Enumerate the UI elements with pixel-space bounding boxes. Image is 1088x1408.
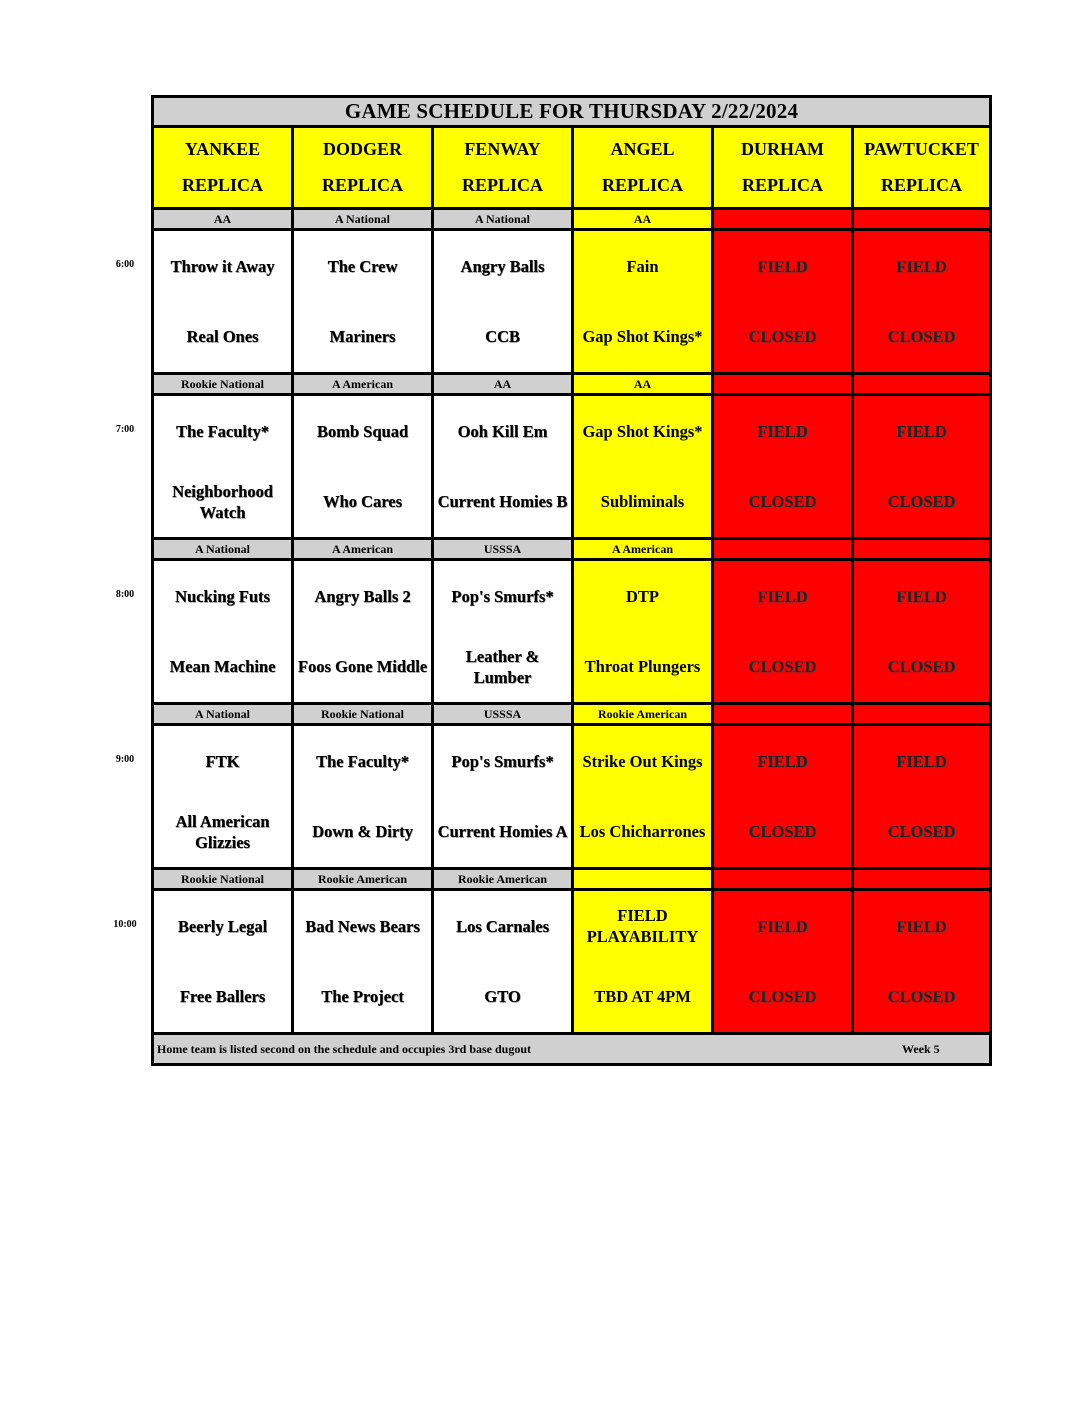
division-label — [854, 375, 989, 393]
away-team: The Faculty* — [175, 421, 270, 441]
division-label: AA — [574, 210, 714, 228]
division-label — [714, 375, 854, 393]
header-divider — [154, 207, 989, 210]
away-team: FIELD — [757, 916, 808, 936]
home-team: The Project — [321, 987, 404, 1007]
away-team: FIELD — [896, 751, 947, 771]
game-cell — [294, 231, 434, 372]
home-team: CLOSED — [887, 492, 956, 512]
away-team: FIELD — [896, 586, 947, 606]
game-cell — [434, 726, 574, 867]
home-team: Current Homies A — [437, 822, 568, 842]
division-label: A National — [434, 210, 574, 228]
away-team: Angry Balls 2 — [314, 586, 411, 606]
home-team: Leather & Lumber — [465, 646, 540, 687]
field-header-fenway — [434, 128, 574, 207]
away-team: The Faculty* — [315, 751, 410, 771]
away-team: FIELD — [896, 256, 947, 276]
field-header-dodger — [294, 128, 434, 207]
game-cell — [854, 726, 989, 867]
game-cell — [854, 891, 989, 1032]
game-cell — [714, 396, 854, 537]
division-label — [714, 540, 854, 558]
field-subtitle: REPLICA — [461, 174, 543, 195]
away-team: FIELD PLAYABILITY — [586, 906, 699, 947]
game-cell — [154, 891, 294, 1032]
game-cell — [154, 726, 294, 867]
field-subtitle: REPLICA — [321, 174, 403, 195]
division-label: Rookie American — [434, 870, 574, 888]
away-team: Ooh Kill Em — [457, 421, 548, 441]
field-subtitle: REPLICA — [601, 174, 683, 195]
home-team: Throat Plungers — [584, 657, 701, 677]
away-team: Strike Out Kings — [582, 751, 703, 771]
game-cell — [434, 231, 574, 372]
game-cell — [154, 561, 294, 702]
away-team: FIELD — [757, 421, 808, 441]
field-header-angel — [574, 128, 714, 207]
home-team: CLOSED — [748, 987, 817, 1007]
home-team: Neighborhood Watch — [172, 481, 273, 522]
division-label: Rookie National — [154, 375, 294, 393]
game-cell — [434, 561, 574, 702]
field-name: ANGEL — [610, 139, 675, 160]
division-label: Rookie National — [294, 705, 434, 723]
division-label: AA — [434, 375, 574, 393]
home-team: All American Glizzies — [175, 811, 270, 852]
field-name: PAWTUCKET — [864, 139, 979, 160]
slot-time: 10:00 — [113, 919, 137, 930]
schedule-table — [151, 95, 992, 1066]
game-cell — [574, 726, 714, 867]
away-team: FIELD — [757, 586, 808, 606]
home-team: CCB — [485, 327, 520, 347]
division-label: A National — [154, 540, 294, 558]
home-team: GTO — [484, 987, 521, 1007]
away-team: Gap Shot Kings* — [582, 421, 703, 441]
field-name: DURHAM — [741, 139, 824, 160]
division-label: Rookie American — [574, 705, 714, 723]
away-team: Pop's Smurfs* — [451, 751, 554, 771]
game-cell — [294, 891, 434, 1032]
field-name: YANKEE — [184, 139, 261, 160]
home-team: Mariners — [329, 327, 396, 347]
game-cell — [294, 561, 434, 702]
home-team: TBD AT 4PM — [594, 987, 691, 1007]
away-team: Nucking Futs — [175, 586, 270, 606]
game-cell — [714, 726, 854, 867]
away-team: FIELD — [896, 916, 947, 936]
division-label: A American — [574, 540, 714, 558]
away-team: Throw it Away — [170, 256, 275, 276]
home-team: CLOSED — [748, 327, 817, 347]
away-team: Los Carnales — [455, 916, 550, 936]
division-label: Rookie National — [154, 870, 294, 888]
home-team: Los Chicharrones — [579, 822, 706, 842]
division-label — [854, 870, 989, 888]
slot-time: 7:00 — [115, 424, 135, 435]
away-team: FIELD — [757, 751, 808, 771]
division-label: A National — [154, 705, 294, 723]
game-cell — [294, 396, 434, 537]
home-team: CLOSED — [748, 657, 817, 677]
home-team-note: Home team is listed second on the schedule and occupies 3rd base dugout — [157, 1041, 532, 1056]
field-header-durham — [714, 128, 854, 207]
division-label — [714, 705, 854, 723]
field-header-row — [154, 128, 989, 210]
game-cell — [574, 231, 714, 372]
field-header-pawtucket — [854, 128, 989, 207]
game-cell — [294, 726, 434, 867]
away-team: Bad News Bears — [305, 916, 420, 936]
division-label: A American — [294, 540, 434, 558]
field-name: FENWAY — [464, 139, 541, 160]
home-team: CLOSED — [887, 987, 956, 1007]
division-label: Rookie American — [294, 870, 434, 888]
division-label — [854, 540, 989, 558]
away-team: The Crew — [327, 256, 398, 276]
away-team: Bomb Squad — [316, 421, 409, 441]
away-team: Fain — [626, 256, 659, 276]
division-label: AA — [574, 375, 714, 393]
game-cell — [574, 396, 714, 537]
game-cell — [714, 561, 854, 702]
home-team: Gap Shot Kings* — [582, 327, 703, 347]
game-cell — [574, 561, 714, 702]
home-team: Who Cares — [323, 492, 402, 512]
game-cell — [854, 396, 989, 537]
division-label: USSSA — [434, 705, 574, 723]
division-label — [714, 870, 854, 888]
home-team: Current Homies B — [437, 492, 568, 512]
division-label: A American — [294, 375, 434, 393]
game-cell — [574, 891, 714, 1032]
home-team: CLOSED — [887, 657, 956, 677]
away-team: Pop's Smurfs* — [451, 586, 554, 606]
home-team: CLOSED — [748, 822, 817, 842]
game-cell — [154, 396, 294, 537]
away-team: Angry Balls — [460, 256, 545, 276]
schedule-footer — [154, 1035, 989, 1063]
home-team: Mean Machine — [169, 657, 276, 677]
away-team: DTP — [626, 586, 659, 606]
division-label — [574, 870, 714, 888]
division-label — [714, 210, 854, 228]
home-team: CLOSED — [748, 492, 817, 512]
away-team: Beerly Legal — [177, 916, 268, 936]
home-team: Real Ones — [186, 327, 259, 347]
division-label — [854, 705, 989, 723]
week-label: Week 5 — [902, 1041, 940, 1056]
schedule-title: GAME SCHEDULE FOR THURSDAY 2/22/2024 — [154, 98, 989, 128]
division-label — [854, 210, 989, 228]
away-team: FIELD — [757, 256, 808, 276]
field-subtitle: REPLICA — [741, 174, 823, 195]
field-name: DODGER — [322, 139, 402, 160]
game-cell — [714, 231, 854, 372]
division-label: A National — [294, 210, 434, 228]
home-team: Foos Gone Middle — [297, 657, 428, 677]
away-team: FTK — [205, 751, 240, 771]
slot-time: 8:00 — [115, 589, 135, 600]
game-cell — [154, 231, 294, 372]
away-team: FIELD — [896, 421, 947, 441]
home-team: Subliminals — [600, 492, 685, 512]
game-cell — [854, 231, 989, 372]
home-team: CLOSED — [887, 327, 956, 347]
field-subtitle: REPLICA — [880, 174, 962, 195]
division-label: AA — [154, 210, 294, 228]
game-cell — [854, 561, 989, 702]
home-team: Down & Dirty — [312, 822, 413, 842]
game-cell — [434, 891, 574, 1032]
field-subtitle: REPLICA — [181, 174, 263, 195]
field-header-yankee — [154, 128, 294, 207]
home-team: CLOSED — [887, 822, 956, 842]
slot-time: 6:00 — [115, 259, 135, 270]
game-cell — [434, 396, 574, 537]
game-cell — [714, 891, 854, 1032]
division-label: USSSA — [434, 540, 574, 558]
home-team: Free Ballers — [179, 987, 266, 1007]
slot-time: 9:00 — [115, 754, 135, 765]
